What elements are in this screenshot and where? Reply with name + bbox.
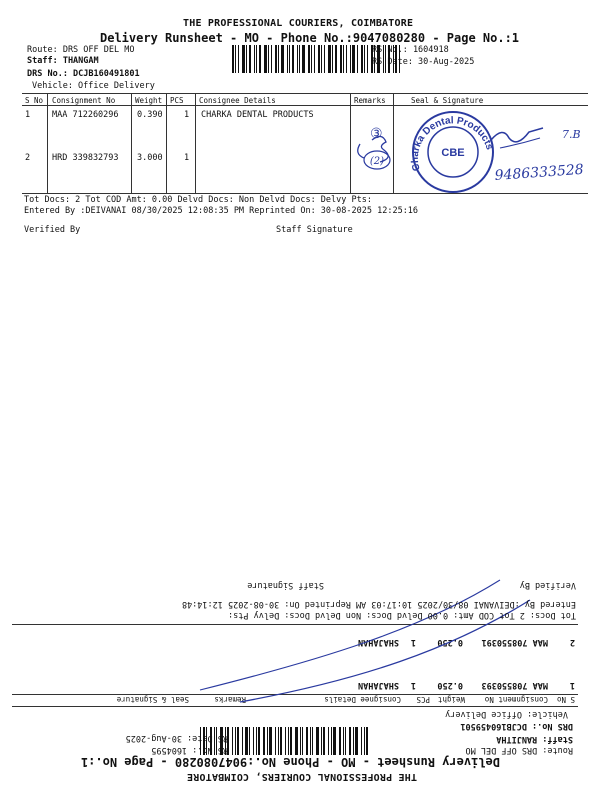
- table-row-pcs: 1: [410, 637, 416, 647]
- runsheet-title: Delivery Runsheet - MO - Phone No.:9047080280 - Page No.:1: [100, 31, 520, 45]
- col-weight: Weight: [437, 695, 465, 704]
- table-row-sno: 2: [25, 153, 31, 163]
- table-row-weight: 3.000: [137, 153, 163, 163]
- staff-signature: Staff Signature: [276, 225, 353, 235]
- table-row-consignee: SHAJAHAN: [358, 637, 399, 647]
- table-row-consignment: MAA 708550391: [481, 637, 548, 647]
- col-pcs: PCS: [170, 96, 184, 105]
- staff-signature: Staff Signature: [247, 580, 324, 590]
- rs-date: RS Date: 30-Aug-2025: [125, 733, 228, 743]
- table-row-pcs: 1: [184, 153, 190, 163]
- vehicle: Vehicle: Office Delivery: [445, 709, 568, 719]
- table-row-weight: 0.250: [437, 680, 463, 690]
- entered-by-line: Entered By :DEIVANAI 08/30/2025 12:08:35 PM Reprinted On: 30-08-2025 12:25:16: [24, 206, 419, 216]
- table-row-pcs: 1: [410, 680, 416, 690]
- col-seal-signature: Seal & Signature: [116, 695, 189, 704]
- verified-by: Verified By: [24, 225, 81, 235]
- table-row-pcs: 1: [184, 110, 190, 120]
- table-row-weight: 0.250: [437, 637, 463, 647]
- handwritten-initials: 7.B: [562, 128, 581, 141]
- table-row-consignment: MAA 708550393: [481, 680, 548, 690]
- col-consignment: Consignment No: [52, 96, 116, 105]
- table-row-weight: 0.390: [137, 110, 163, 120]
- company-title: THE PROFESSIONAL COURIERS, COIMBATORE: [183, 18, 414, 29]
- drs-number: DRS No.: DCJB160491801: [27, 69, 140, 79]
- vehicle: Vehicle: Office Delivery: [32, 81, 155, 91]
- staff: Staff: THANGAM: [27, 56, 99, 66]
- handwritten-phone: 9486333528: [494, 161, 585, 184]
- totals-line: Tot Docs: 2 Tot COD Amt: 0.00 Delvd Docs: Non Delvd Docs: Delvy Pts:: [228, 610, 576, 620]
- handwritten-mark-3: ③: [370, 126, 383, 142]
- col-remarks: Remarks: [214, 695, 246, 704]
- totals-line: Tot Docs: 2 Tot COD Amt: 0.00 Delvd Docs: Non Delvd Docs: Delvy Pts:: [24, 195, 372, 205]
- stamp-and-signature: [350, 110, 600, 200]
- table-row-consignee: CHARKA DENTAL PRODUCTS: [201, 110, 314, 120]
- table-row-sno: 2: [569, 637, 575, 647]
- route: Route: DRS OFF DEL MO: [27, 45, 135, 55]
- table-row-sno: 1: [569, 680, 575, 690]
- drs-number: DRS No.: DCJB160459501: [460, 721, 573, 731]
- table-row-consignment: MAA 712260296: [52, 110, 119, 120]
- stamp-center-text: CBE: [441, 147, 465, 159]
- stamp-ring-text: Charka Dental Products: [409, 115, 495, 173]
- rs-number: RS No.: 1604918: [372, 45, 449, 55]
- col-seal-signature: Seal & Signature: [411, 96, 484, 105]
- rs-number: RS No.: 1604595: [151, 745, 228, 755]
- entered-by-line: Entered By :DEIVANAI 08/30/2025 10:17:03 AM Reprinted On: 30-08-2025 12:14:48: [181, 599, 576, 609]
- table-row-consignee: SHAJAHAN: [358, 680, 399, 690]
- col-weight: Weight: [135, 96, 163, 105]
- col-sno: S No: [25, 96, 44, 105]
- col-consignee: Consignee Details: [324, 695, 401, 704]
- col-consignee: Consignee Details: [199, 96, 276, 105]
- table-row-sno: 1: [25, 110, 31, 120]
- rs-date: RS Date: 30-Aug-2025: [372, 57, 475, 67]
- pen-strokes: [140, 570, 540, 710]
- verified-by: Verified By: [519, 580, 576, 590]
- col-pcs: PCS: [416, 695, 430, 704]
- table-row-consignment: HRD 339832793: [52, 153, 119, 163]
- runsheet-2-upside-down: [0, 400, 600, 800]
- runsheet-title: Delivery Runsheet - MO - Phone No.:9047080280 - Page No.:1: [80, 755, 500, 769]
- route: Route: DRS OFF DEL MO: [465, 745, 573, 755]
- col-remarks: Remarks: [354, 96, 386, 105]
- col-sno: S No: [556, 695, 575, 704]
- col-consignment: Consignment No: [484, 695, 548, 704]
- company-title: THE PROFESSIONAL COURIERS, COIMBATORE: [186, 771, 417, 782]
- staff: Staff: RANJITHA: [496, 734, 573, 744]
- handwritten-numeral: (2): [369, 156, 385, 167]
